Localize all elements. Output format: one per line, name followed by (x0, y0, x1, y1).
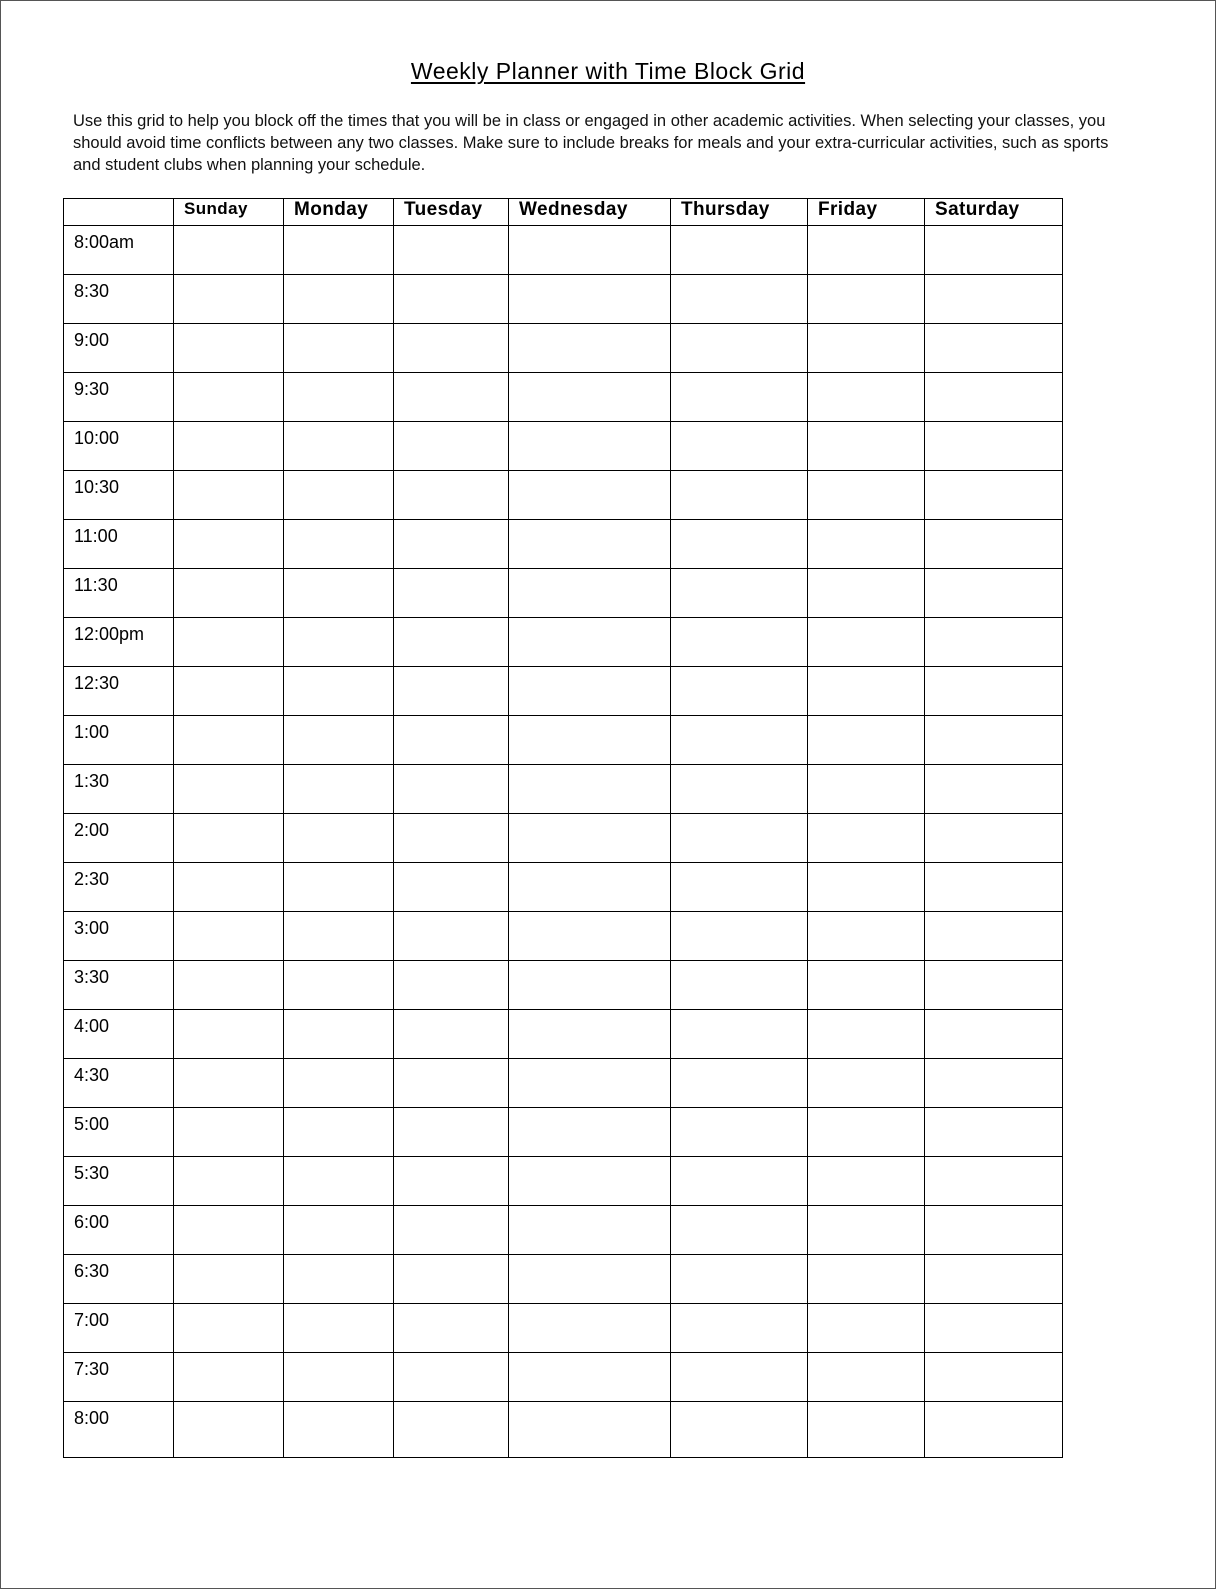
slot-cell-wednesday[interactable] (509, 1010, 671, 1059)
slot-cell-sunday[interactable] (174, 1304, 284, 1353)
slot-cell-thursday[interactable] (671, 275, 808, 324)
time-label: 2:00 (64, 814, 174, 863)
slot-cell-tuesday[interactable] (394, 569, 509, 618)
slot-cell-saturday[interactable] (925, 1010, 1063, 1059)
slot-cell-thursday[interactable] (671, 1353, 808, 1402)
slot-cell-sunday[interactable] (174, 961, 284, 1010)
slot-cell-saturday[interactable] (925, 618, 1063, 667)
slot-cell-saturday[interactable] (925, 716, 1063, 765)
slot-cell-thursday[interactable] (671, 912, 808, 961)
slot-cell-tuesday[interactable] (394, 1206, 509, 1255)
slot-cell-thursday[interactable] (671, 1304, 808, 1353)
slot-cell-monday[interactable] (284, 765, 394, 814)
slot-cell-wednesday[interactable] (509, 863, 671, 912)
slot-cell-monday[interactable] (284, 1157, 394, 1206)
slot-cell-friday[interactable] (808, 814, 925, 863)
slot-cell-monday[interactable] (284, 373, 394, 422)
time-slot-row (64, 814, 1063, 863)
slot-cell-friday[interactable] (808, 520, 925, 569)
time-label: 5:30 (64, 1157, 174, 1206)
slot-cell-saturday[interactable] (925, 863, 1063, 912)
slot-cell-sunday[interactable] (174, 667, 284, 716)
slot-cell-monday[interactable] (284, 863, 394, 912)
slot-cell-thursday[interactable] (671, 324, 808, 373)
time-slot-row (64, 1157, 1063, 1206)
slot-cell-tuesday[interactable] (394, 912, 509, 961)
time-slot-row (64, 863, 1063, 912)
slot-cell-saturday[interactable] (925, 1059, 1063, 1108)
slot-cell-saturday[interactable] (925, 520, 1063, 569)
slot-cell-monday[interactable] (284, 226, 394, 275)
slot-cell-sunday[interactable] (174, 569, 284, 618)
time-label: 9:00 (64, 324, 174, 373)
slot-cell-thursday[interactable] (671, 814, 808, 863)
slot-cell-saturday[interactable] (925, 422, 1063, 471)
slot-cell-friday[interactable] (808, 863, 925, 912)
slot-cell-friday[interactable] (808, 1402, 925, 1458)
slot-cell-tuesday[interactable] (394, 373, 509, 422)
slot-cell-monday[interactable] (284, 1304, 394, 1353)
day-header-sunday: Sunday (174, 199, 284, 226)
time-slot-row (64, 275, 1063, 324)
slot-cell-thursday[interactable] (671, 667, 808, 716)
time-label: 4:30 (64, 1059, 174, 1108)
slot-cell-friday[interactable] (808, 912, 925, 961)
slot-cell-tuesday[interactable] (394, 1010, 509, 1059)
header-row (64, 199, 1063, 226)
slot-cell-saturday[interactable] (925, 1157, 1063, 1206)
slot-cell-sunday[interactable] (174, 765, 284, 814)
time-label: 2:30 (64, 863, 174, 912)
slot-cell-sunday[interactable] (174, 1059, 284, 1108)
time-slots (64, 226, 1063, 1458)
slot-cell-friday[interactable] (808, 226, 925, 275)
slot-cell-monday[interactable] (284, 471, 394, 520)
slot-cell-sunday[interactable] (174, 520, 284, 569)
slot-cell-friday[interactable] (808, 1108, 925, 1157)
time-slot-row (64, 569, 1063, 618)
slot-cell-thursday[interactable] (671, 471, 808, 520)
time-slot-row (64, 373, 1063, 422)
slot-cell-monday[interactable] (284, 912, 394, 961)
slot-cell-wednesday[interactable] (509, 324, 671, 373)
day-header-tuesday: Tuesday (394, 199, 509, 226)
slot-cell-thursday[interactable] (671, 863, 808, 912)
slot-cell-friday[interactable] (808, 569, 925, 618)
slot-cell-wednesday[interactable] (509, 422, 671, 471)
slot-cell-tuesday[interactable] (394, 324, 509, 373)
slot-cell-tuesday[interactable] (394, 1353, 509, 1402)
slot-cell-wednesday[interactable] (509, 471, 671, 520)
slot-cell-tuesday[interactable] (394, 1402, 509, 1458)
slot-cell-thursday[interactable] (671, 765, 808, 814)
slot-cell-thursday[interactable] (671, 961, 808, 1010)
day-header-friday: Friday (808, 199, 925, 226)
page-title (0, 58, 1216, 85)
slot-cell-monday[interactable] (284, 618, 394, 667)
slot-cell-wednesday[interactable] (509, 520, 671, 569)
day-header-wednesday: Wednesday (509, 199, 671, 226)
time-slot-row (64, 471, 1063, 520)
slot-cell-wednesday[interactable] (509, 716, 671, 765)
slot-cell-thursday[interactable] (671, 569, 808, 618)
slot-cell-monday[interactable] (284, 275, 394, 324)
corner-cell (64, 199, 174, 226)
slot-cell-thursday[interactable] (671, 618, 808, 667)
slot-cell-sunday[interactable] (174, 226, 284, 275)
slot-cell-tuesday[interactable] (394, 520, 509, 569)
slot-cell-saturday[interactable] (925, 814, 1063, 863)
slot-cell-wednesday[interactable] (509, 814, 671, 863)
time-label: 6:30 (64, 1255, 174, 1304)
day-header-thursday: Thursday (671, 199, 808, 226)
time-label: 7:00 (64, 1304, 174, 1353)
slot-cell-saturday[interactable] (925, 912, 1063, 961)
slot-cell-monday[interactable] (284, 1059, 394, 1108)
slot-cell-friday[interactable] (808, 422, 925, 471)
slot-cell-friday[interactable] (808, 1255, 925, 1304)
slot-cell-tuesday[interactable] (394, 765, 509, 814)
slot-cell-thursday[interactable] (671, 226, 808, 275)
slot-cell-saturday[interactable] (925, 569, 1063, 618)
slot-cell-saturday[interactable] (925, 1304, 1063, 1353)
slot-cell-saturday[interactable] (925, 471, 1063, 520)
slot-cell-wednesday[interactable] (509, 618, 671, 667)
slot-cell-sunday[interactable] (174, 275, 284, 324)
time-slot-row (64, 1304, 1063, 1353)
slot-cell-saturday[interactable] (925, 1108, 1063, 1157)
slot-cell-friday[interactable] (808, 275, 925, 324)
slot-cell-wednesday[interactable] (509, 1157, 671, 1206)
time-label: 5:00 (64, 1108, 174, 1157)
slot-cell-monday[interactable] (284, 1010, 394, 1059)
slot-cell-saturday[interactable] (925, 1402, 1063, 1458)
weekly-planner-grid (63, 198, 1063, 1458)
time-label: 3:00 (64, 912, 174, 961)
slot-cell-sunday[interactable] (174, 1402, 284, 1458)
slot-cell-monday[interactable] (284, 1353, 394, 1402)
time-slot-row (64, 1010, 1063, 1059)
time-label: 1:00 (64, 716, 174, 765)
slot-cell-tuesday[interactable] (394, 1108, 509, 1157)
slot-cell-friday[interactable] (808, 1206, 925, 1255)
time-label: 9:30 (64, 373, 174, 422)
slot-cell-wednesday[interactable] (509, 1402, 671, 1458)
slot-cell-friday[interactable] (808, 1010, 925, 1059)
time-label: 8:00 (64, 1402, 174, 1458)
slot-cell-sunday[interactable] (174, 471, 284, 520)
slot-cell-wednesday[interactable] (509, 912, 671, 961)
slot-cell-sunday[interactable] (174, 324, 284, 373)
slot-cell-wednesday[interactable] (509, 961, 671, 1010)
slot-cell-sunday[interactable] (174, 618, 284, 667)
time-slot-row (64, 1255, 1063, 1304)
slot-cell-monday[interactable] (284, 667, 394, 716)
slot-cell-saturday[interactable] (925, 1206, 1063, 1255)
slot-cell-sunday[interactable] (174, 1206, 284, 1255)
time-label: 11:30 (64, 569, 174, 618)
slot-cell-friday[interactable] (808, 324, 925, 373)
slot-cell-wednesday[interactable] (509, 1353, 671, 1402)
slot-cell-tuesday[interactable] (394, 618, 509, 667)
slot-cell-thursday[interactable] (671, 1157, 808, 1206)
time-slot-row (64, 422, 1063, 471)
slot-cell-friday[interactable] (808, 716, 925, 765)
time-label: 3:30 (64, 961, 174, 1010)
slot-cell-friday[interactable] (808, 1353, 925, 1402)
slot-cell-sunday[interactable] (174, 716, 284, 765)
slot-cell-monday[interactable] (284, 324, 394, 373)
time-slot-row (64, 912, 1063, 961)
slot-cell-tuesday[interactable] (394, 275, 509, 324)
slot-cell-monday[interactable] (284, 569, 394, 618)
slot-cell-thursday[interactable] (671, 1059, 808, 1108)
slot-cell-monday[interactable] (284, 1206, 394, 1255)
slot-cell-sunday[interactable] (174, 1157, 284, 1206)
time-slot-row (64, 961, 1063, 1010)
slot-cell-wednesday[interactable] (509, 1206, 671, 1255)
slot-cell-sunday[interactable] (174, 814, 284, 863)
time-slot-row (64, 1059, 1063, 1108)
slot-cell-sunday[interactable] (174, 1108, 284, 1157)
slot-cell-thursday[interactable] (671, 716, 808, 765)
time-slot-row (64, 765, 1063, 814)
time-slot-row (64, 716, 1063, 765)
slot-cell-sunday[interactable] (174, 373, 284, 422)
time-label: 8:00am (64, 226, 174, 275)
slot-cell-sunday[interactable] (174, 1255, 284, 1304)
slot-cell-thursday[interactable] (671, 520, 808, 569)
time-slot-row (64, 520, 1063, 569)
slot-cell-saturday[interactable] (925, 226, 1063, 275)
slot-cell-tuesday[interactable] (394, 1304, 509, 1353)
slot-cell-wednesday[interactable] (509, 765, 671, 814)
slot-cell-tuesday[interactable] (394, 1059, 509, 1108)
slot-cell-tuesday[interactable] (394, 667, 509, 716)
slot-cell-tuesday[interactable] (394, 814, 509, 863)
slot-cell-friday[interactable] (808, 961, 925, 1010)
slot-cell-tuesday[interactable] (394, 422, 509, 471)
time-label: 10:00 (64, 422, 174, 471)
time-slot-row (64, 618, 1063, 667)
slot-cell-monday[interactable] (284, 961, 394, 1010)
time-label: 12:30 (64, 667, 174, 716)
time-label: 10:30 (64, 471, 174, 520)
slot-cell-wednesday[interactable] (509, 373, 671, 422)
slot-cell-sunday[interactable] (174, 1010, 284, 1059)
slot-cell-tuesday[interactable] (394, 226, 509, 275)
slot-cell-thursday[interactable] (671, 373, 808, 422)
slot-cell-sunday[interactable] (174, 1353, 284, 1402)
slot-cell-saturday[interactable] (925, 667, 1063, 716)
slot-cell-saturday[interactable] (925, 324, 1063, 373)
slot-cell-sunday[interactable] (174, 863, 284, 912)
slot-cell-wednesday[interactable] (509, 1304, 671, 1353)
slot-cell-wednesday[interactable] (509, 226, 671, 275)
slot-cell-wednesday[interactable] (509, 1255, 671, 1304)
time-label: 6:00 (64, 1206, 174, 1255)
time-slot-row (64, 1206, 1063, 1255)
slot-cell-friday[interactable] (808, 667, 925, 716)
slot-cell-monday[interactable] (284, 716, 394, 765)
time-slot-row (64, 226, 1063, 275)
slot-cell-friday[interactable] (808, 765, 925, 814)
day-header-monday: Monday (284, 199, 394, 226)
time-label: 1:30 (64, 765, 174, 814)
slot-cell-thursday[interactable] (671, 1255, 808, 1304)
slot-cell-monday[interactable] (284, 520, 394, 569)
slot-cell-wednesday[interactable] (509, 569, 671, 618)
time-slot-row (64, 324, 1063, 373)
slot-cell-thursday[interactable] (671, 1108, 808, 1157)
slot-cell-tuesday[interactable] (394, 961, 509, 1010)
slot-cell-wednesday[interactable] (509, 1108, 671, 1157)
slot-cell-thursday[interactable] (671, 422, 808, 471)
slot-cell-thursday[interactable] (671, 1010, 808, 1059)
time-label: 12:00pm (64, 618, 174, 667)
time-slot-row (64, 1108, 1063, 1157)
time-label: 4:00 (64, 1010, 174, 1059)
slot-cell-tuesday[interactable] (394, 1157, 509, 1206)
time-slot-row (64, 667, 1063, 716)
slot-cell-saturday[interactable] (925, 961, 1063, 1010)
slot-cell-monday[interactable] (284, 1108, 394, 1157)
slot-cell-sunday[interactable] (174, 422, 284, 471)
slot-cell-tuesday[interactable] (394, 471, 509, 520)
slot-cell-sunday[interactable] (174, 912, 284, 961)
slot-cell-thursday[interactable] (671, 1402, 808, 1458)
page-title-text: Weekly Planner with Time Block Grid (410, 58, 806, 84)
intro-paragraph: Use this grid to help you block off the times that you will be in class or engaged in other academic activities. When selecting your classes, you should avoid time conflicts between any two classes. Make sure to include breaks for meals and your extra-curricular activities, such as sports and student clubs when planning your schedule. (73, 112, 1109, 174)
slot-cell-saturday[interactable] (925, 373, 1063, 422)
slot-cell-saturday[interactable] (925, 1353, 1063, 1402)
day-header-saturday: Saturday (925, 199, 1063, 226)
time-slot-row (64, 1353, 1063, 1402)
slot-cell-tuesday[interactable] (394, 1255, 509, 1304)
slot-cell-monday[interactable] (284, 1255, 394, 1304)
slot-cell-monday[interactable] (284, 422, 394, 471)
time-label: 8:30 (64, 275, 174, 324)
slot-cell-friday[interactable] (808, 1304, 925, 1353)
slot-cell-friday[interactable] (808, 1157, 925, 1206)
slot-cell-friday[interactable] (808, 471, 925, 520)
time-label: 11:00 (64, 520, 174, 569)
slot-cell-monday[interactable] (284, 1402, 394, 1458)
slot-cell-wednesday[interactable] (509, 1059, 671, 1108)
slot-cell-thursday[interactable] (671, 1206, 808, 1255)
slot-cell-tuesday[interactable] (394, 863, 509, 912)
slot-cell-friday[interactable] (808, 373, 925, 422)
time-label: 7:30 (64, 1353, 174, 1402)
slot-cell-wednesday[interactable] (509, 667, 671, 716)
slot-cell-tuesday[interactable] (394, 716, 509, 765)
slot-cell-saturday[interactable] (925, 765, 1063, 814)
slot-cell-friday[interactable] (808, 618, 925, 667)
slot-cell-friday[interactable] (808, 1059, 925, 1108)
time-slot-row (64, 1402, 1063, 1458)
slot-cell-wednesday[interactable] (509, 275, 671, 324)
slot-cell-monday[interactable] (284, 814, 394, 863)
slot-cell-saturday[interactable] (925, 1255, 1063, 1304)
slot-cell-saturday[interactable] (925, 275, 1063, 324)
